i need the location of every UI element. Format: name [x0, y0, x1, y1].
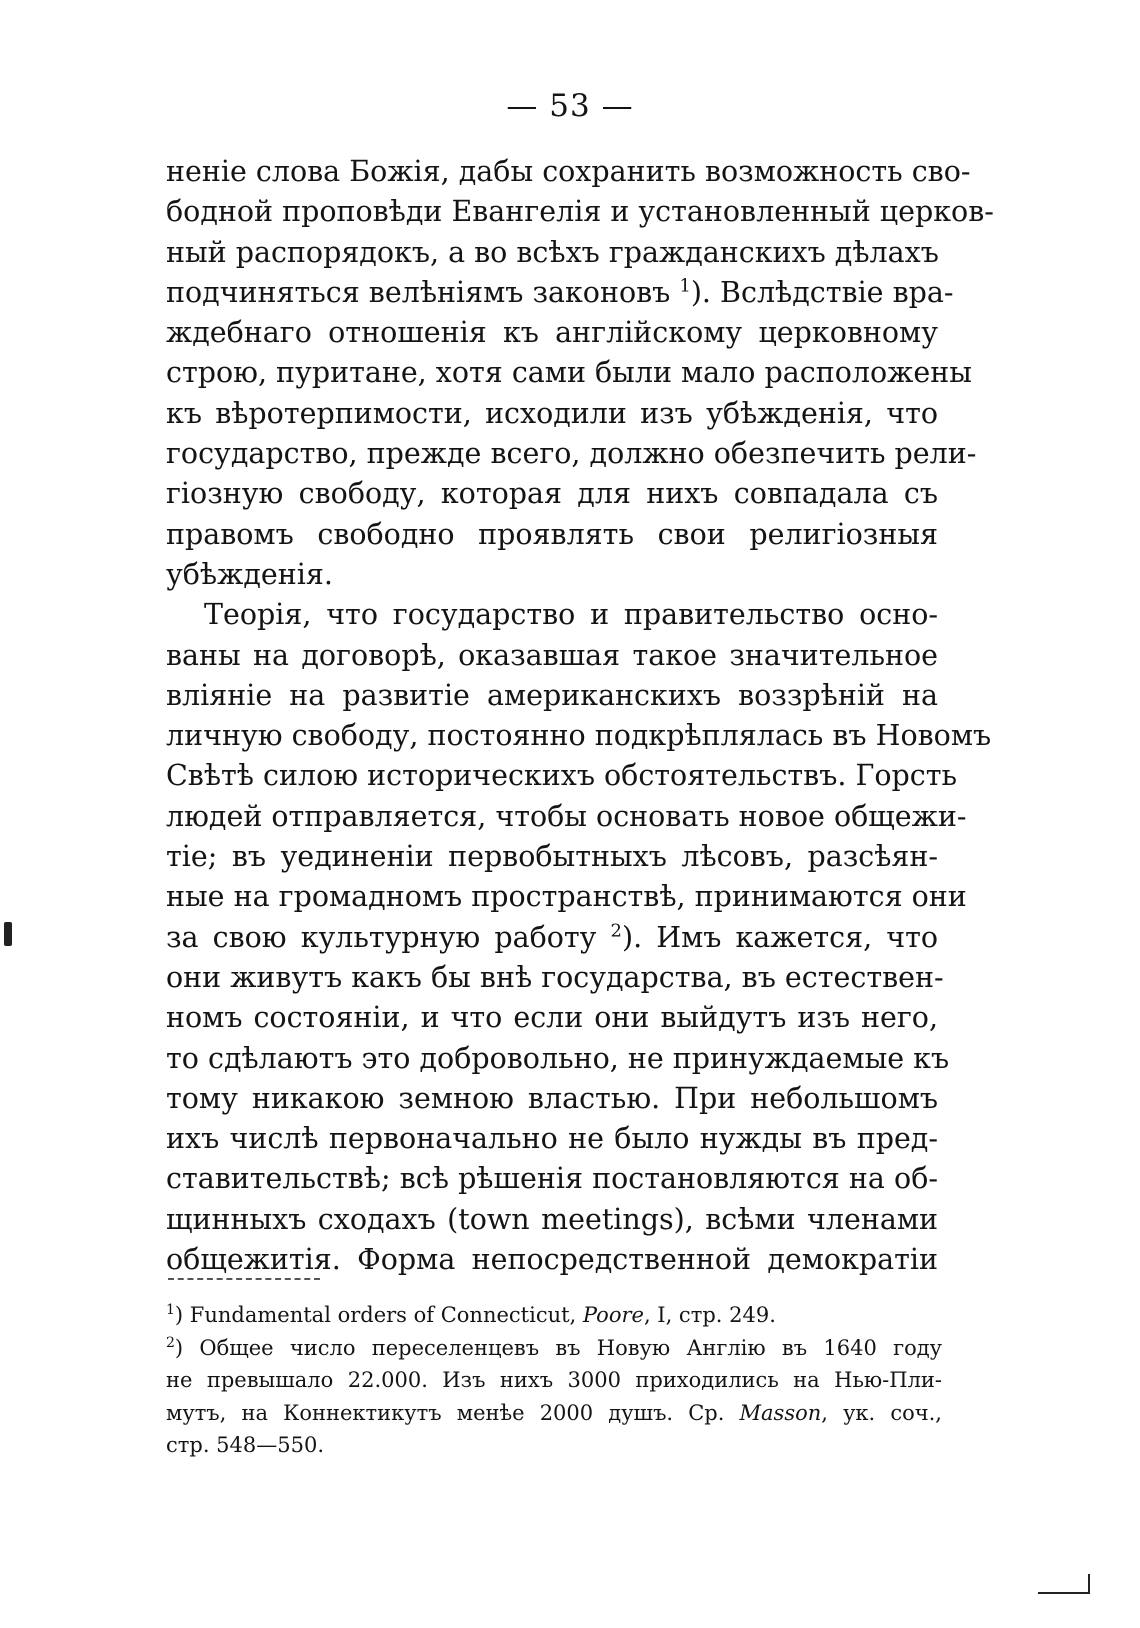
text-segment: ). Вслѣдствіе вра-	[690, 275, 954, 309]
text-line: государство, прежде всего, должно обезпечить рели-	[166, 437, 977, 471]
footnote-2-line: стр. 548—550.	[166, 1433, 325, 1457]
text-line: неніе слова Божія, дабы сохранить возможность сво-	[166, 155, 971, 188]
text-line	[166, 918, 938, 958]
footnote-2-line: не превышало 22.000. Изъ нихъ 3000 приходились на Нью-Пли-	[166, 1368, 942, 1392]
footnote-marker: 2	[166, 1334, 175, 1351]
text-line: Свѣтѣ силою историческихъ обстоятельствъ. Горсть	[166, 759, 957, 793]
text-segment: мутъ, на Коннектикутъ менѣе 2000 душъ. Ср.	[166, 1400, 740, 1425]
text-line: щинныхъ сходахъ (town meetings), всѣми членами	[166, 1202, 938, 1236]
text-line: вліяніе на развитіе американскихъ воззрѣній на	[166, 678, 938, 712]
text-segment: ) Fundamental orders of Connecticut,	[174, 1303, 583, 1327]
text-line: къ вѣротерпимости, исходили изъ убѣжденія, что	[166, 396, 938, 430]
text-line: бодной проповѣди Евангелія и установленный церков-	[166, 195, 994, 229]
text-segment: подчиняться велѣніямъ законовъ	[166, 275, 671, 309]
text-segment: , ук. соч.,	[821, 1400, 942, 1425]
text-line: тіе; въ уединеніи первобытныхъ лѣсовъ, разсѣян-	[166, 840, 938, 874]
text-line: общежитія. Форма непосредственной демократіи	[166, 1243, 938, 1277]
text-line: ный распорядокъ, а во всѣхъ гражданскихъ дѣлахъ	[166, 235, 939, 269]
text-line: номъ состояніи, и что если они выйдутъ изъ него,	[166, 1001, 938, 1035]
footnote-marker: 1	[166, 1302, 175, 1318]
text-line: ные на громадномъ пространствѣ, принимаются они	[166, 880, 967, 914]
main-text	[166, 152, 994, 1280]
page-corner-mark	[1038, 1574, 1090, 1594]
text-segment: за свою культурную работу	[166, 920, 597, 954]
text-line: ставительствѣ; всѣ рѣшенія постановляются на об-	[166, 1162, 938, 1196]
text-line: ваны на договорѣ, оказавшая такое значительное	[166, 638, 938, 672]
text-line: правомъ свободно проявлять свои религіозныя	[166, 517, 938, 551]
text-line: гіозную свободу, которая для нихъ совпадала съ	[166, 477, 938, 511]
text-segment: ). Имъ кажется, что	[621, 920, 939, 954]
text-line: они живутъ какъ бы внѣ государства, въ естествен-	[166, 960, 944, 994]
text-segment: ) Общее число переселенцевъ въ Новую Англію въ 1640 году	[174, 1335, 942, 1360]
text-line: строю, пуритане, хотя сами были мало расположены	[166, 356, 972, 390]
footnote-2-line	[166, 1332, 942, 1365]
scan-artifact	[4, 922, 12, 946]
text-line: то сдѣлаютъ это добровольно, не принуждаемые къ	[166, 1041, 950, 1075]
footnote-divider	[168, 1278, 320, 1280]
author-name: Masson	[739, 1400, 822, 1425]
text-line: убѣжденія.	[166, 557, 333, 591]
text-line: тому никакою земною властью. При небольшомъ	[166, 1081, 938, 1115]
footnote-2-line	[166, 1397, 942, 1430]
text-segment: , I, стр. 249.	[643, 1303, 776, 1327]
page-number: — 53 —	[506, 88, 634, 124]
text-line	[166, 273, 954, 313]
author-name: Poore	[582, 1303, 644, 1327]
footnotes	[166, 1299, 942, 1462]
footnote-ref: 1	[679, 275, 691, 297]
footnote-1	[166, 1299, 942, 1332]
text-line: Теорія, что государство и правительство осно-	[204, 598, 938, 632]
text-line: ихъ числѣ первоначально не было нужды въ пред-	[166, 1122, 938, 1156]
text-line: людей отправляется, чтобы основать новое общежи-	[166, 799, 967, 833]
text-line: ждебнаго отношенія къ англійскому церковному	[166, 316, 938, 350]
footnote-ref: 2	[610, 920, 622, 942]
text-line: личную свободу, постоянно подкрѣплялась въ Новомъ	[166, 719, 992, 753]
